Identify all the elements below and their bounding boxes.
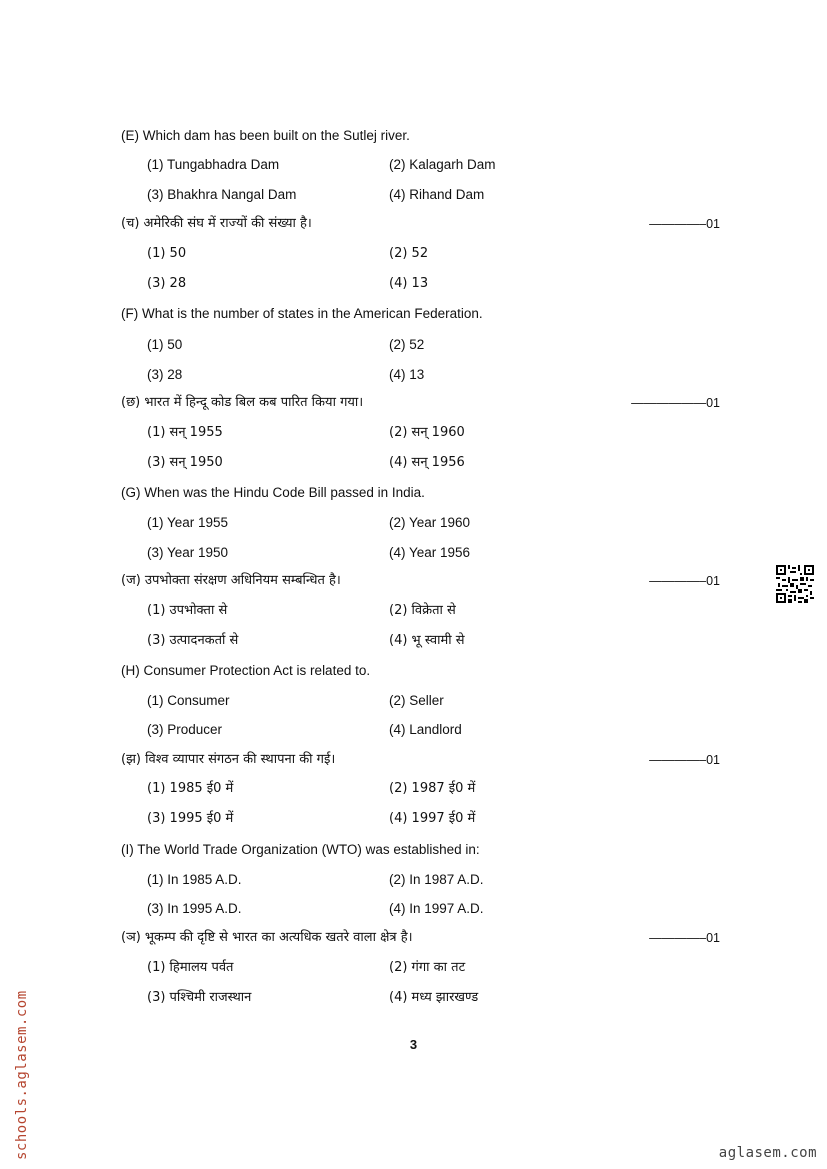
question-e: (E) Which dam has been built on the Sutlej river. bbox=[121, 128, 410, 143]
option: (3) उत्पादनकर्ता से bbox=[147, 633, 239, 648]
question-f: (F) What is the number of states in the American Federation. bbox=[121, 306, 483, 321]
option: (1) Year 1955 bbox=[147, 515, 229, 530]
option: (2) Kalagarh Dam bbox=[389, 157, 496, 172]
question-h: (H) Consumer Protection Act is related to. bbox=[121, 663, 371, 678]
option: (1) उपभोक्ता से bbox=[147, 603, 228, 618]
option: (1) Tungabhadra Dam bbox=[147, 157, 280, 172]
marks-label: ——————01 bbox=[631, 396, 720, 410]
question-g: (G) When was the Hindu Code Bill passed in India. bbox=[121, 485, 425, 500]
option: (3) In 1995 A.D. bbox=[147, 901, 242, 916]
option: (4) Rihand Dam bbox=[389, 187, 485, 202]
option: (2) सन् 1960 bbox=[389, 425, 465, 440]
option: (4) 1997 ई0 में bbox=[389, 811, 476, 826]
option: (2) Year 1960 bbox=[389, 515, 471, 530]
page-number: 3 bbox=[409, 1037, 418, 1052]
option: (3) Bhakhra Nangal Dam bbox=[147, 187, 297, 202]
option: (4) सन् 1956 bbox=[389, 455, 465, 470]
option: (2) 1987 ई0 में bbox=[389, 781, 476, 796]
question-cha: (च) अमेरिकी संघ में राज्यों की संख्या है। bbox=[121, 216, 312, 231]
option: (4) 13 bbox=[389, 276, 429, 291]
option: (1) सन् 1955 bbox=[147, 425, 223, 440]
option: (2) गंगा का तट bbox=[389, 960, 466, 975]
option: (1) In 1985 A.D. bbox=[147, 872, 242, 887]
option: (3) Year 1950 bbox=[147, 545, 229, 560]
option: (2) 52 bbox=[389, 337, 425, 352]
question-jha: (झ) विश्व व्यापार संगठन की स्थापना की गई। bbox=[121, 752, 336, 767]
watermark-side: schools.aglasem.com bbox=[14, 990, 30, 1160]
option: (2) Seller bbox=[389, 693, 444, 708]
option: (4) In 1997 A.D. bbox=[389, 901, 484, 916]
option: (4) Landlord bbox=[389, 722, 462, 737]
option: (4) 13 bbox=[389, 367, 425, 382]
option: (3) Producer bbox=[147, 722, 223, 737]
qr-code-icon[interactable] bbox=[776, 565, 814, 603]
marks-label: ————–01 bbox=[649, 931, 720, 945]
question-ja: (ज) उपभोक्ता संरक्षण अधिनियम सम्बन्धित है। bbox=[121, 573, 341, 588]
option: (3) पश्चिमी राजस्थान bbox=[147, 990, 252, 1005]
watermark-bottom: aglasem.com bbox=[718, 1145, 817, 1161]
option: (1) Consumer bbox=[147, 693, 230, 708]
option: (2) विक्रेता से bbox=[389, 603, 456, 618]
option: (4) भू स्वामी से bbox=[389, 633, 465, 648]
marks-label: ————–01 bbox=[649, 574, 720, 588]
marks-label: ————–01 bbox=[649, 217, 720, 231]
option: (2) In 1987 A.D. bbox=[389, 872, 484, 887]
option: (1) 1985 ई0 में bbox=[147, 781, 234, 796]
option: (3) 28 bbox=[147, 276, 187, 291]
marks-label: ————–01 bbox=[649, 753, 720, 767]
question-i: (I) The World Trade Organization (WTO) was established in: bbox=[121, 842, 480, 857]
question-chha: (छ) भारत में हिन्दू कोड बिल कब पारित किया गया। bbox=[121, 395, 364, 410]
option: (3) 28 bbox=[147, 367, 183, 382]
option: (1) 50 bbox=[147, 246, 187, 261]
option: (4) मध्य झारखण्ड bbox=[389, 990, 479, 1005]
option: (1) 50 bbox=[147, 337, 183, 352]
option: (2) 52 bbox=[389, 246, 429, 261]
option: (1) हिमालय पर्वत bbox=[147, 960, 234, 975]
question-nya: (ञ) भूकम्प की दृष्टि से भारत का अत्यधिक खतरे वाला क्षेत्र है। bbox=[121, 930, 413, 945]
option: (4) Year 1956 bbox=[389, 545, 471, 560]
option: (3) 1995 ई0 में bbox=[147, 811, 234, 826]
option: (3) सन् 1950 bbox=[147, 455, 223, 470]
